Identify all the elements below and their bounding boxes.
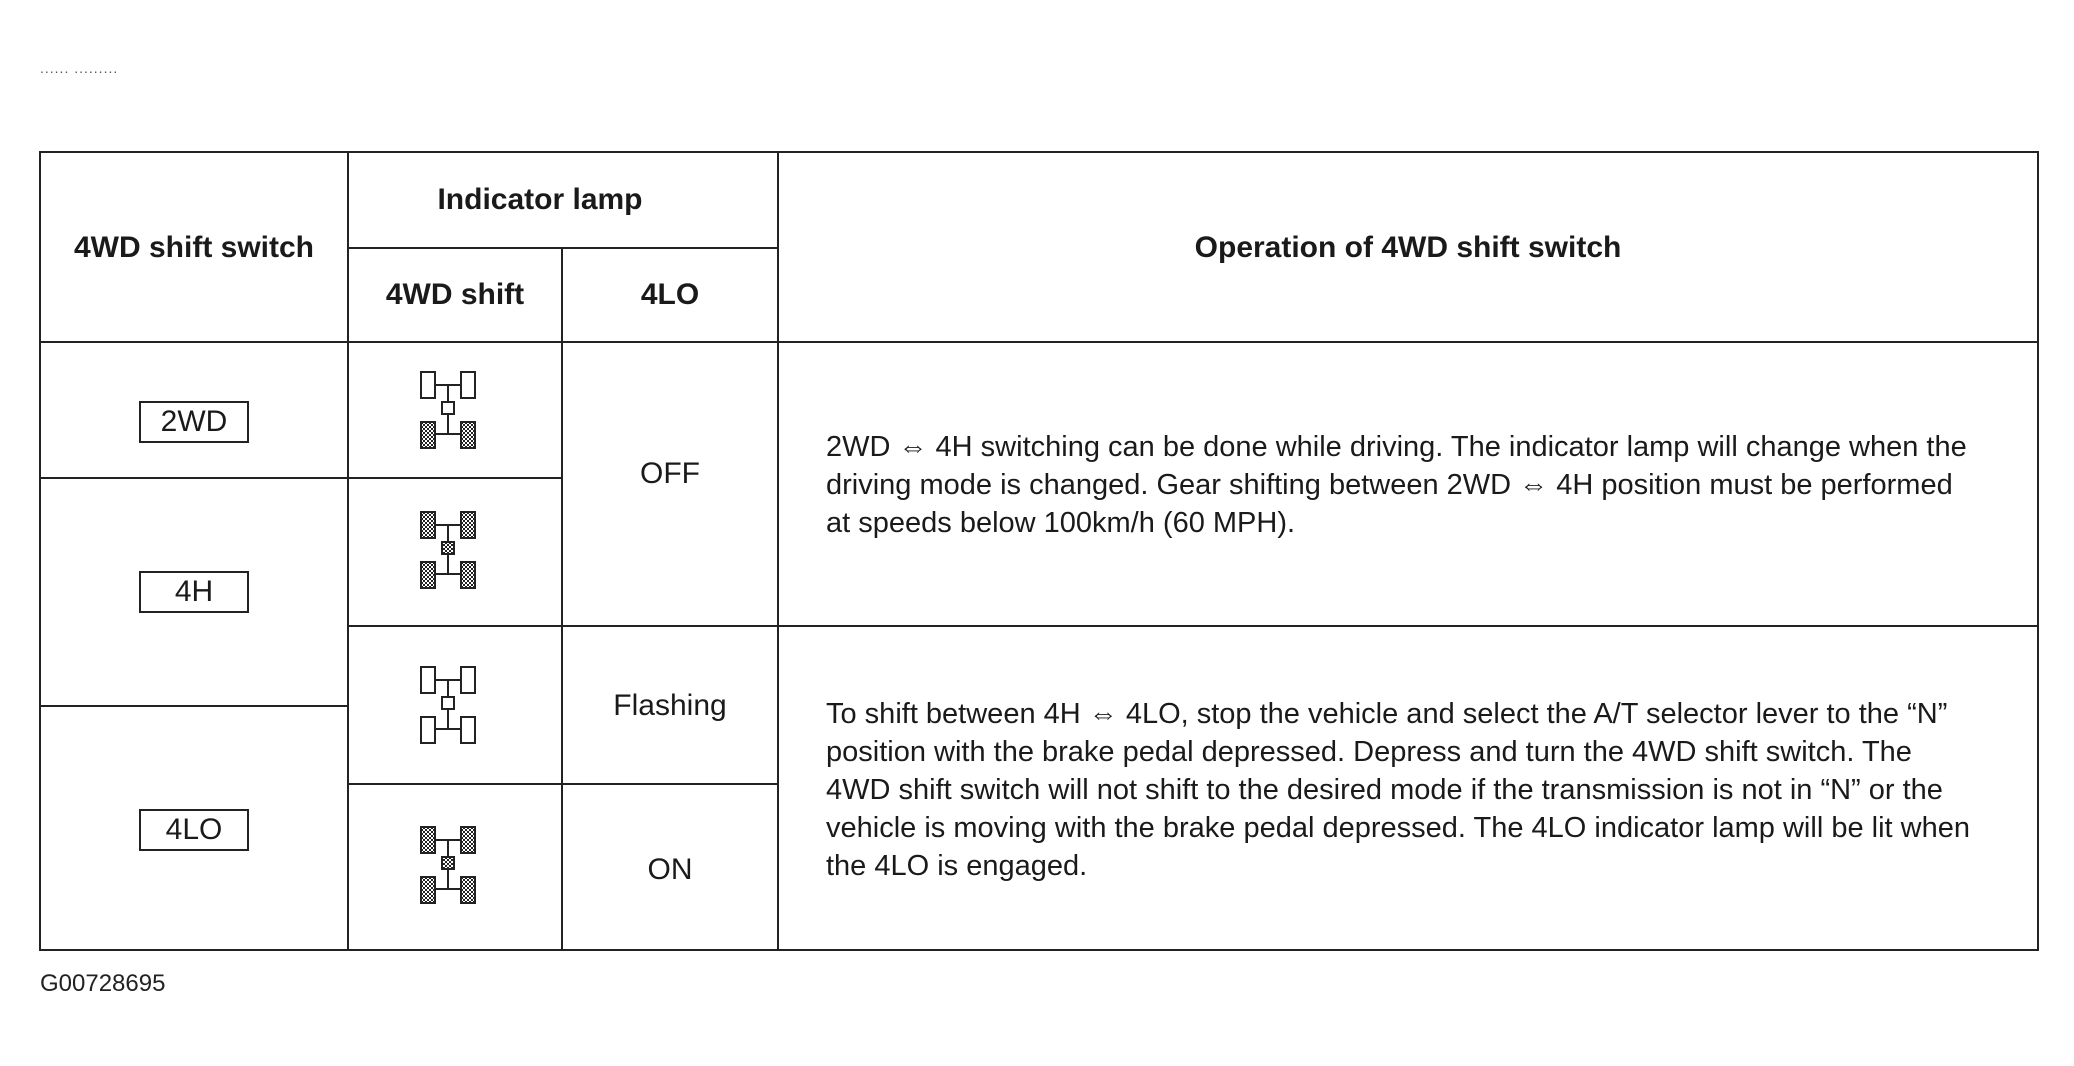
description-2wd-4h: 2WD ⇔ 4H switching can be done while driving. The indicator lamp will change when the driving mode is changed. Gear shifting between 2WD ⇔ 4H position must be performed at speeds below 100km/h (60 MPH). <box>826 431 1967 539</box>
4wd-lamp-icon <box>415 815 495 915</box>
header-operation: Operation of 4WD shift switch <box>1194 231 1622 264</box>
header-indicator-lamp: Indicator lamp <box>437 183 643 216</box>
header-4wd-shift: 4WD shift <box>385 278 525 311</box>
2wd-lamp-icon <box>415 655 495 755</box>
4wd-lamp-icon <box>415 500 495 600</box>
lamp-state-on: ON <box>647 853 693 886</box>
figure-code: G00728695 <box>40 970 166 997</box>
description-4h-4lo: To shift between 4H ⇔ 4LO, stop the vehicle and select the A/T selector lever to the “N” position with the brake pedal depressed. Depress and turn the 4WD shift switch. The 4WD shift switch will not shift to the desired mode if the transmission is not in “N” or the vehicle is moving with the brake pedal depressed. The 4LO indicator lamp will be lit when the 4LO is engaged. <box>826 698 1970 882</box>
mode-4h-box: 4H <box>139 571 249 613</box>
2wd-lamp-icon <box>415 360 495 460</box>
header-4lo: 4LO <box>640 278 700 311</box>
lamp-state-flashing: Flashing <box>613 689 727 722</box>
mode-2wd-box: 2WD <box>139 401 249 443</box>
lamp-state-off: OFF <box>640 457 700 490</box>
mode-4lo-box: 4LO <box>139 809 249 851</box>
header-4wd-shift-switch: 4WD shift switch <box>73 231 315 264</box>
top-note: ...... ......... <box>40 60 119 76</box>
